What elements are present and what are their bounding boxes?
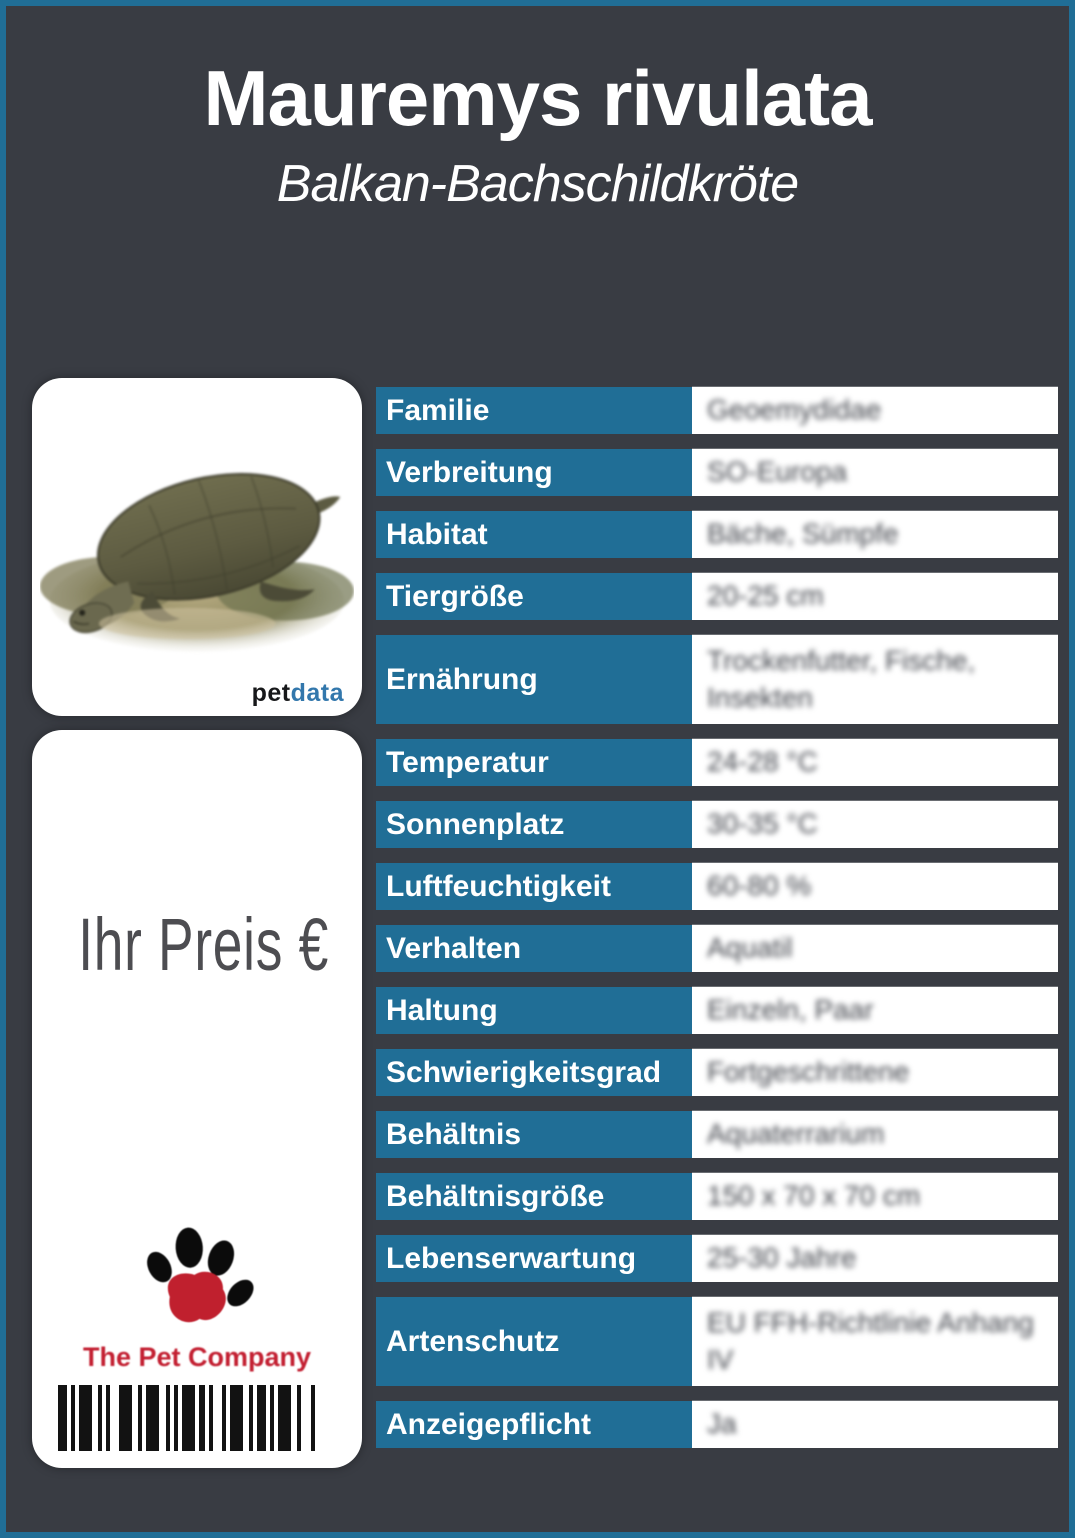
barcode-bar <box>79 1385 92 1451</box>
row-label: Luftfeuchtigkeit <box>376 863 692 910</box>
row-label: Temperatur <box>376 739 692 786</box>
paw-print-icon <box>130 1214 264 1350</box>
row-value-text: Einzeln, Paar <box>707 994 874 1026</box>
row-label: Schwierigkeitsgrad <box>376 1049 692 1096</box>
petdata-logo-data: data <box>290 679 344 707</box>
row-value-text: Ja <box>707 1408 737 1440</box>
table-row <box>376 925 1058 972</box>
petdata-logo-pet: pet <box>251 679 291 707</box>
barcode-bar <box>119 1385 132 1451</box>
turtle-photo <box>40 386 354 708</box>
row-value-text: EU FFH-Richtlinie Anhang IV <box>707 1307 1034 1375</box>
row-label: Behältnis <box>376 1111 692 1158</box>
barcode-space <box>301 1385 311 1451</box>
row-value-text: Trockenfutter, Fische, Insekten <box>707 645 976 713</box>
row-value <box>692 1111 1058 1158</box>
barcode-space <box>159 1385 166 1451</box>
row-label: Haltung <box>376 987 692 1034</box>
row-value <box>692 863 1058 910</box>
row-value <box>692 635 1058 724</box>
table-row <box>376 1049 1058 1096</box>
company-name: The Pet Company <box>82 1342 312 1372</box>
table-row <box>376 1173 1058 1220</box>
table-row <box>376 635 1058 724</box>
photo-card <box>32 378 362 716</box>
barcode-bar <box>182 1385 195 1451</box>
row-label: Tiergröße <box>376 573 692 620</box>
table-row <box>376 1235 1058 1282</box>
table-row <box>376 863 1058 910</box>
row-label: Habitat <box>376 511 692 558</box>
row-value-text: 60-80 % <box>707 870 812 902</box>
barcode-space <box>315 1385 328 1451</box>
species-subtitle: Balkan-Bachschildkröte <box>276 154 799 213</box>
row-value-text: 150 x 70 x 70 cm <box>707 1180 921 1212</box>
row-value-text: Geoemydidae <box>707 394 882 426</box>
row-value <box>692 739 1058 786</box>
row-label: Anzeigepflicht <box>376 1401 692 1448</box>
row-value <box>692 1297 1058 1386</box>
row-value-text: 20-25 cm <box>707 580 824 612</box>
row-value-text: Aquatil <box>707 932 793 964</box>
row-label: Familie <box>376 387 692 434</box>
table-row <box>376 739 1058 786</box>
row-label: Verbreitung <box>376 449 692 496</box>
petdata-logo <box>252 679 344 708</box>
table-row <box>376 573 1058 620</box>
row-value <box>692 987 1058 1034</box>
row-value-text: Fortgeschrittene <box>707 1056 910 1088</box>
table-row <box>376 1401 1058 1448</box>
row-value-text: SO-Europa <box>707 456 848 488</box>
barcode-bar <box>146 1385 159 1451</box>
row-value <box>692 387 1058 434</box>
barcode <box>58 1385 336 1451</box>
row-value <box>692 449 1058 496</box>
row-value-text: 24-28 °C <box>707 746 818 778</box>
row-value-text: Aquaterrarium <box>707 1118 885 1150</box>
barcode-space <box>213 1385 222 1451</box>
row-value <box>692 925 1058 972</box>
table-row <box>376 987 1058 1034</box>
row-value-text: 25-30 Jahre <box>707 1242 857 1274</box>
row-value-text: Bäche, Sümpfe <box>707 518 899 550</box>
row-label: Sonnenplatz <box>376 801 692 848</box>
barcode-space <box>110 1385 119 1451</box>
row-label: Artenschutz <box>376 1297 692 1386</box>
row-label: Verhalten <box>376 925 692 972</box>
table-row <box>376 449 1058 496</box>
table-row <box>376 511 1058 558</box>
row-value <box>692 1235 1058 1282</box>
barcode-bar <box>58 1385 67 1451</box>
row-label: Behältnisgröße <box>376 1173 692 1220</box>
header <box>6 54 1069 214</box>
row-label: Lebenserwartung <box>376 1235 692 1282</box>
row-value <box>692 801 1058 848</box>
table-row <box>376 801 1058 848</box>
row-label: Ernährung <box>376 635 692 724</box>
row-value-text: 30-35 °C <box>707 808 818 840</box>
table-row <box>376 1297 1058 1386</box>
row-value <box>692 1049 1058 1096</box>
barcode-bar <box>278 1385 291 1451</box>
table-row <box>376 1111 1058 1158</box>
table-row <box>376 387 1058 434</box>
barcode-bar <box>230 1385 243 1451</box>
row-value <box>692 1173 1058 1220</box>
species-title: Mauremys rivulata <box>203 54 872 142</box>
info-table <box>376 387 1058 1448</box>
barcode-bar <box>257 1385 266 1451</box>
row-value <box>692 573 1058 620</box>
price-card <box>32 730 362 1468</box>
price-label: Ihr Preis € <box>78 903 329 986</box>
row-value <box>692 511 1058 558</box>
row-value <box>692 1401 1058 1448</box>
turtle-illustration <box>40 386 354 708</box>
